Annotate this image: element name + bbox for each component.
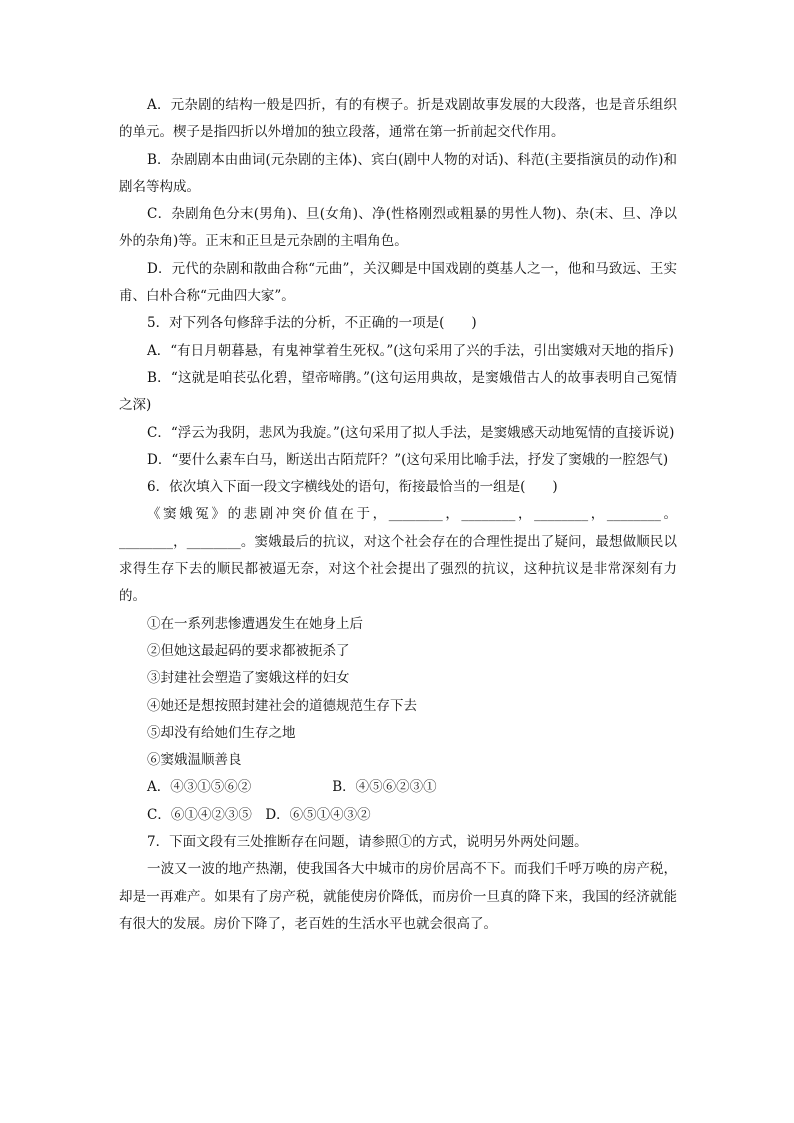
question-6-sentence-1: ①在一系列悲惨遭遇发生在她身上后 (147, 615, 363, 632)
question-6-passage: 《窦娥冤》的悲剧冲突价值在于，________，________，________，________。________，________。窦娥最后的抗议，对这个社会存在的合理性提出了疑问，最想做顺民以求得生存下去的顺民都被逼无奈，对这个社会提出了强烈的抗议，这种抗议是非常深刻有力的。 (119, 506, 677, 605)
question-7-stem: 7．下面文段有三处推断存在问题，请参照①的方式，说明另外两处问题。 (147, 834, 588, 851)
question-6-sentence-4: ④她还是想按照封建社会的道德规范生存下去 (147, 697, 417, 714)
option-a-yuan-zaju-structure: A．元杂剧的结构一般是四折，有的有楔子。折是戏剧故事发展的大段落，也是音乐组织的单元。楔子是指四折以外增加的独立段落，通常在第一折前起交代作用。 (119, 97, 677, 141)
question-5-option-d: D．“要什么素车白马，断送出古陌荒阡？”(这句采用比喻手法，抒发了窦娥的一腔怨气) (147, 451, 669, 468)
option-c-zaju-roles: C．杂剧角色分末(男角)、旦(女角)、净(性格刚烈或粗暴的男性人物)、杂(末、旦、净以外的杂角)等。正末和正旦是元杂剧的主唱角色。 (119, 206, 677, 250)
question-6-stem: 6．依次填入下面一段文字横线处的语句，衔接最恰当的一组是( ) (147, 479, 558, 496)
document-body (119, 92, 677, 938)
option-b-zaju-script: B．杂剧剧本由曲词(元杂剧的主体)、宾白(剧中人物的对话)、科范(主要指演员的动作)和剧名等构成。 (119, 151, 677, 195)
question-6-sentence-5: ⑤却没有给她们生存之地 (147, 724, 296, 741)
question-6-options-ab: A．④③①⑤⑥② B．④⑤⑥②③① (147, 779, 437, 796)
question-7-passage: 一波又一波的地产热潮，使我国各大中城市的房价居高不下。而我们千呼万唤的房产税，却是一再难产。如果有了房产税，就能使房价降低，而房价一旦真的降下来，我国的经济就能有很大的发展。房价下降了，老百姓的生活水平也就会很高了。 (119, 861, 677, 932)
question-5-stem: 5．对下列各句修辞手法的分析，不正确的一项是( ) (147, 315, 477, 332)
question-6-sentence-2: ②但她这最起码的要求都被扼杀了 (147, 642, 350, 659)
question-6-sentence-6: ⑥窦娥温顺善良 (147, 752, 242, 769)
option-d-yuanqu: D．元代的杂剧和散曲合称“元曲”，关汉卿是中国戏剧的奠基人之一，他和马致远、王实甫、白朴合称“元曲四大家”。 (119, 260, 677, 305)
question-5-option-b: B．“这就是咱苌弘化碧，望帝啼鹃。”(这句运用典故，是窦娥借古人的故事表明自己冤情之深) (119, 369, 677, 414)
question-5-option-a: A．“有日月朝暮悬，有鬼神掌着生死权。”(这句采用了兴的手法，引出窦娥对天地的指斥) (147, 342, 674, 359)
question-5-option-c: C．“浮云为我阴，悲风为我旋。”(这句采用了拟人手法，是窦娥感天动地冤情的直接诉说) (147, 424, 675, 441)
question-6-options-cd: C．⑥①④②③⑤ D．⑥⑤①④③② (147, 806, 371, 823)
question-6-sentence-3: ③封建社会塑造了窦娥这样的妇女 (147, 670, 350, 687)
